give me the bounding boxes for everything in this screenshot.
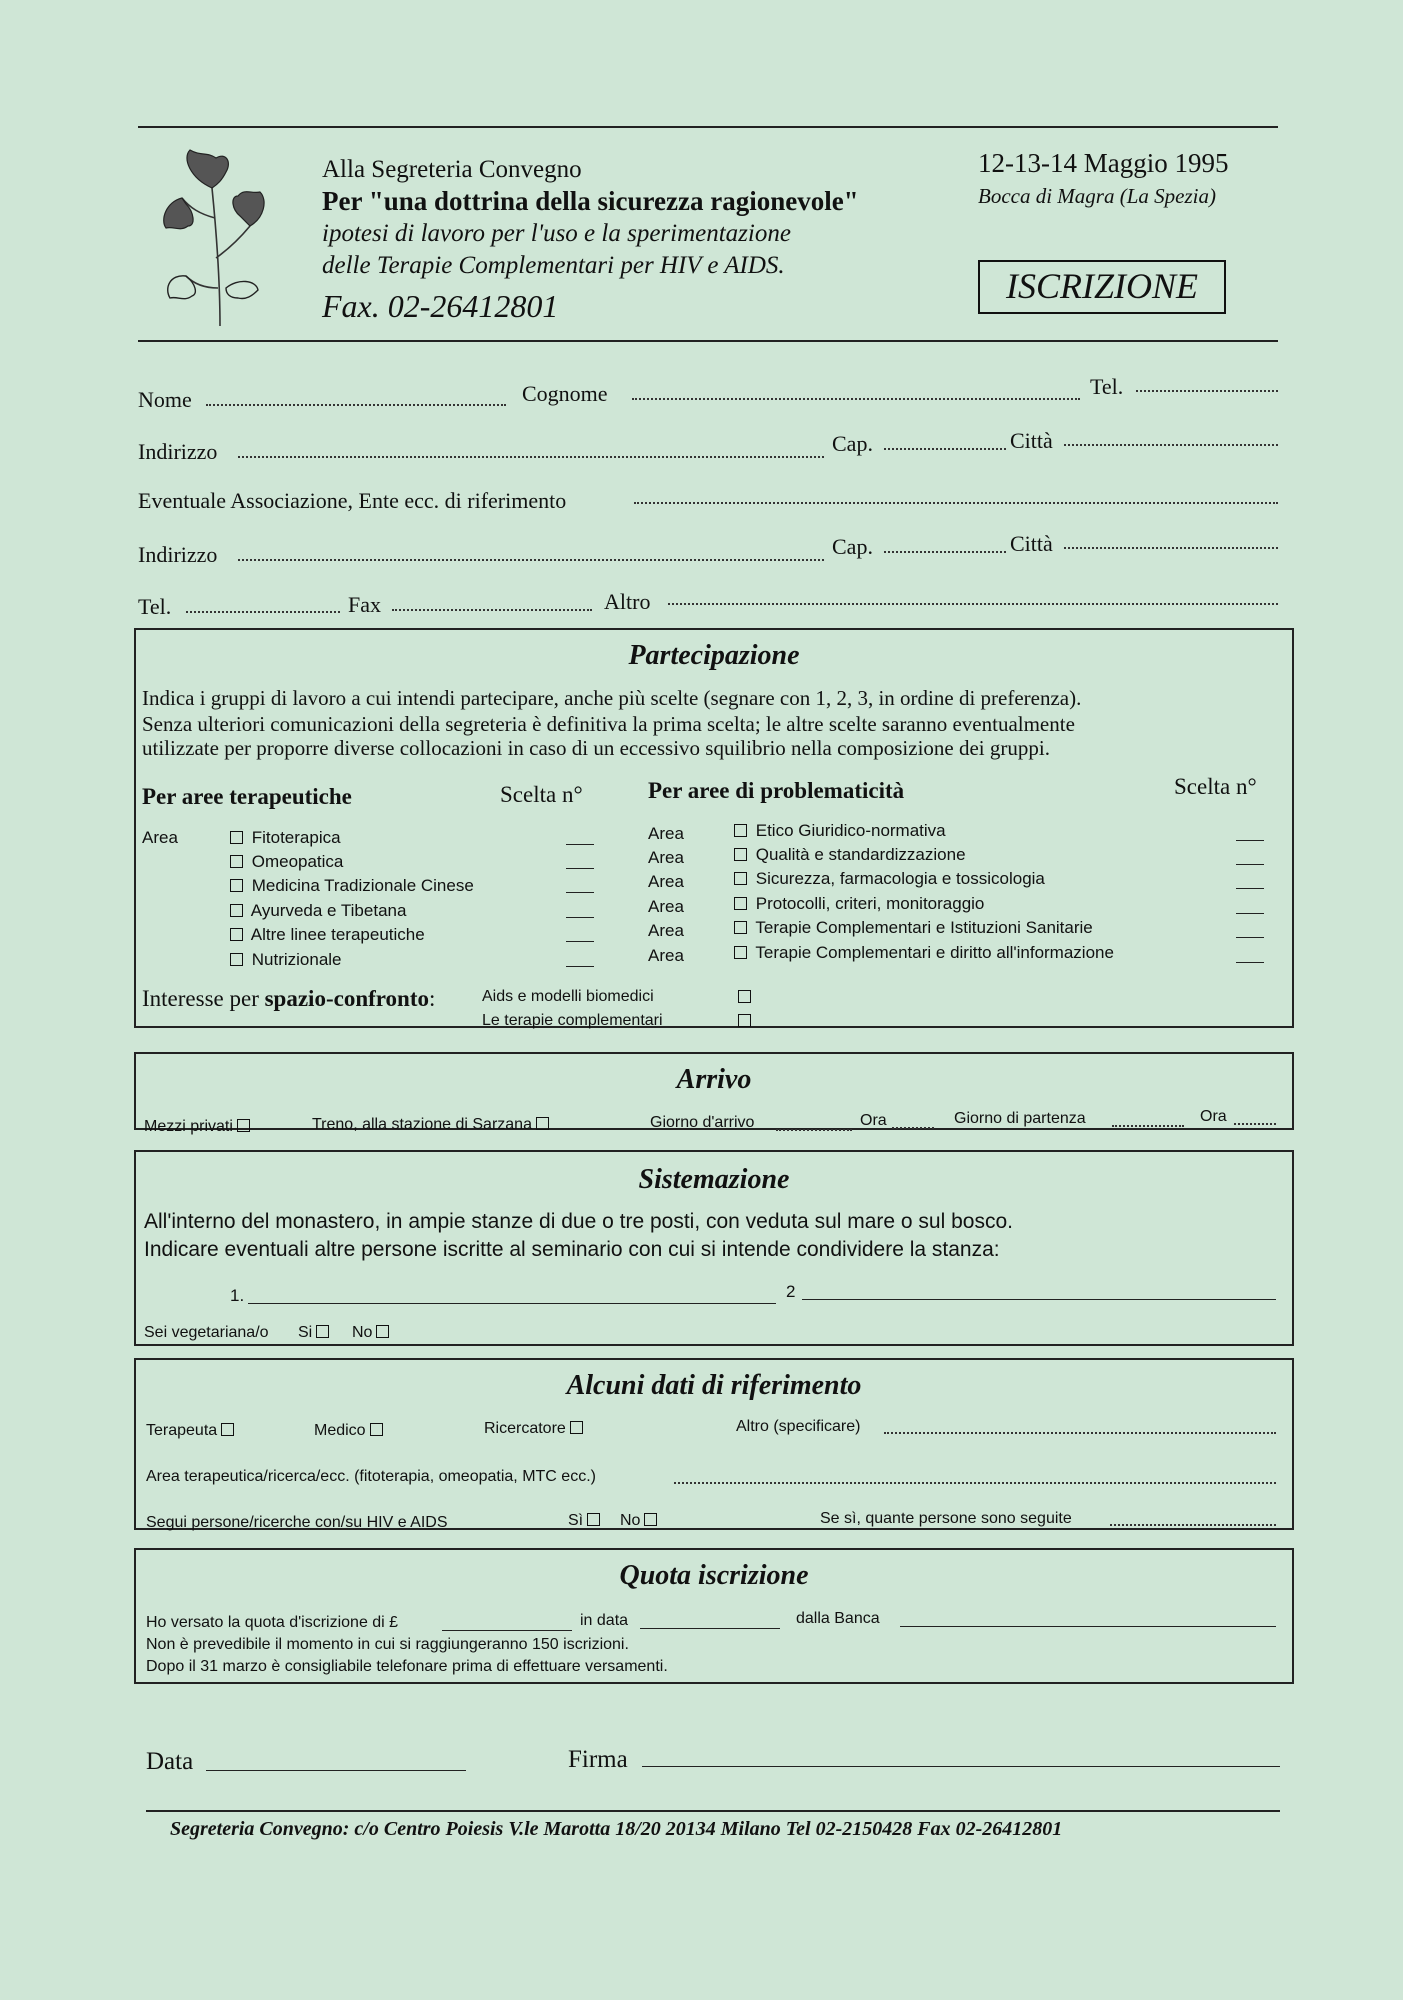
segui-si-option[interactable]: Sì <box>568 1512 604 1530</box>
treno-option[interactable]: Treno, alla stazione di Sarzana <box>312 1116 553 1134</box>
scelta-blank[interactable] <box>1236 962 1264 963</box>
firma-field[interactable] <box>642 1766 1280 1767</box>
tel2-field[interactable] <box>186 611 340 613</box>
right-item-3[interactable]: Sicurezza, farmacologia e tossicologia <box>730 869 1045 889</box>
vegetariano-question: Sei vegetariana/o <box>144 1324 269 1341</box>
header-subtitle-2: delle Terapie Complementari per HIV e AIDS. <box>322 252 785 279</box>
dati-title: Alcuni dati di riferimento <box>566 1370 862 1401</box>
checkbox[interactable] <box>230 879 243 892</box>
event-place: Bocca di Magra (La Spezia) <box>978 184 1216 208</box>
vegetariano-no-option[interactable]: No <box>352 1324 393 1342</box>
right-area-4: Area <box>648 897 684 916</box>
right-item-4[interactable]: Protocolli, criteri, monitoraggio <box>730 894 984 914</box>
header-subtitle-1: ipotesi di lavoro per l'uso e la sperimentazione <box>322 220 791 247</box>
quota-data-field[interactable] <box>640 1628 780 1629</box>
header-bottom-rule <box>138 340 1278 342</box>
ora-partenza-label: Ora <box>1200 1108 1227 1125</box>
ricercatore-option[interactable]: Ricercatore <box>484 1420 587 1438</box>
ora-partenza-field[interactable] <box>1234 1123 1276 1125</box>
vegetariano-si-option[interactable]: Si <box>298 1324 333 1342</box>
dati-riferimento-section <box>134 1358 1294 1530</box>
left-item-4[interactable]: Ayurveda e Tibetana <box>226 901 406 921</box>
fax-label: Fax <box>348 592 381 617</box>
checkbox[interactable] <box>570 1421 583 1434</box>
left-item-1[interactable]: Fitoterapica <box>226 828 341 848</box>
left-scelta-heading: Scelta n° <box>500 782 583 807</box>
cognome-field[interactable] <box>632 398 1080 400</box>
altro-specificare-label: Altro (specificare) <box>736 1418 861 1435</box>
segui-label: Segui persone/ricerche con/su HIV e AIDS <box>146 1514 448 1531</box>
arrivo-section <box>134 1052 1294 1135</box>
cap2-field[interactable] <box>884 551 1006 553</box>
scelta-blank[interactable] <box>566 941 594 942</box>
data-label: Data <box>146 1748 194 1775</box>
left-heading: Per aree terapeutiche <box>142 784 352 809</box>
checkbox[interactable] <box>230 953 243 966</box>
iscrizione-badge: ISCRIZIONE <box>978 260 1226 314</box>
medico-option[interactable]: Medico <box>314 1422 387 1440</box>
checkbox[interactable] <box>230 855 243 868</box>
tel2-label: Tel. <box>138 594 172 619</box>
area-terapeutica-field[interactable] <box>674 1482 1276 1484</box>
spazio-checkbox-1[interactable] <box>738 990 751 1003</box>
scelta-blank[interactable] <box>566 844 594 845</box>
cap-field[interactable] <box>884 448 1006 450</box>
checkbox[interactable] <box>734 897 747 910</box>
spazio-item-2: Le terapie complementari <box>482 1012 663 1029</box>
citta2-field[interactable] <box>1064 547 1278 549</box>
indirizzo-field[interactable] <box>238 456 824 458</box>
scelta-blank[interactable] <box>566 892 594 893</box>
citta-label: Città <box>1010 428 1053 453</box>
right-area-6: Area <box>648 946 684 965</box>
cognome-label: Cognome <box>522 381 608 406</box>
terapeuta-option[interactable]: Terapeuta <box>146 1422 238 1440</box>
ora-arrivo-label: Ora <box>860 1112 887 1129</box>
associazione-label: Eventuale Associazione, Ente ecc. di riferimento <box>138 488 567 513</box>
top-rule <box>138 126 1278 128</box>
altro-specificare-field[interactable] <box>884 1432 1276 1434</box>
spazio-checkbox-2[interactable] <box>738 1014 751 1027</box>
tel-field[interactable] <box>1136 390 1278 392</box>
cap-label: Cap. <box>832 431 873 456</box>
checkbox[interactable] <box>221 1423 234 1436</box>
arrivo-title: Arrivo <box>676 1064 752 1095</box>
checkbox[interactable] <box>230 904 243 917</box>
scelta-blank[interactable] <box>1236 888 1264 889</box>
right-scelta-heading: Scelta n° <box>1174 774 1257 799</box>
mezzi-privati-option[interactable]: Mezzi privati <box>144 1118 254 1136</box>
altro-field[interactable] <box>668 603 1278 605</box>
roommate-2-field[interactable] <box>802 1299 1276 1300</box>
quota-note-2: Dopo il 31 marzo è consigliabile telefonare prima di effettuare versamenti. <box>146 1658 668 1675</box>
checkbox[interactable] <box>734 848 747 861</box>
quota-data-label: in data <box>580 1612 629 1629</box>
header-line-1: Alla Segreteria Convegno <box>322 156 582 183</box>
footer-rule <box>146 1810 1280 1812</box>
left-item-2[interactable]: Omeopatica <box>226 852 343 872</box>
citta2-label: Città <box>1010 531 1053 556</box>
left-item-5[interactable]: Altre linee terapeutiche <box>226 925 425 945</box>
area-terapeutica-label: Area terapeutica/ricerca/ecc. (fitoterapia, omeopatia, MTC ecc.) <box>146 1468 596 1485</box>
scelta-blank[interactable] <box>1236 840 1264 841</box>
giorno-partenza-label: Giorno di partenza <box>954 1110 1086 1127</box>
fax-field[interactable] <box>392 609 592 611</box>
left-item-6[interactable]: Nutrizionale <box>226 950 342 970</box>
header-title: Per "una dottrina della sicurezza ragionevole" <box>322 186 859 216</box>
checkbox[interactable] <box>734 824 747 837</box>
checkbox[interactable] <box>370 1423 383 1436</box>
partecipazione-intro-2: Senza ulteriori comunicazioni della segreteria è definitiva la prima scelta; le altre scelte saranno eventualmente <box>142 712 1075 736</box>
checkbox[interactable] <box>587 1513 600 1526</box>
right-area-1: Area <box>648 824 684 843</box>
partecipazione-intro-1: Indica i gruppi di lavoro a cui intendi partecipare, anche più scelte (segnare con 1, 2, 3, in ordine di preferenza). <box>142 686 1082 710</box>
quota-title: Quota iscrizione <box>619 1560 809 1591</box>
indirizzo-label: Indirizzo <box>138 439 218 464</box>
nome-field[interactable] <box>206 404 506 406</box>
tel-label: Tel. <box>1090 374 1124 399</box>
header-fax: Fax. 02-26412801 <box>322 288 559 324</box>
nome-label: Nome <box>138 387 192 412</box>
giorno-arrivo-field[interactable] <box>776 1129 852 1131</box>
roommate-1-label: 1. <box>230 1286 245 1305</box>
left-area-label: Area <box>142 828 178 847</box>
partecipazione-intro-3: utilizzate per proporre diverse collocazioni in caso di un eccessivo squilibrio nella composizione dei gruppi. <box>142 736 1050 760</box>
checkbox[interactable] <box>230 928 243 941</box>
checkbox[interactable] <box>536 1117 549 1130</box>
data-field[interactable] <box>206 1770 466 1771</box>
checkbox[interactable] <box>316 1325 329 1338</box>
giorno-arrivo-label: Giorno d'arrivo <box>650 1114 755 1131</box>
left-item-3[interactable]: Medicina Tradizionale Cinese <box>226 876 474 896</box>
segui-no-option[interactable]: No <box>620 1512 661 1530</box>
indirizzo2-label: Indirizzo <box>138 542 218 567</box>
right-heading: Per aree di problematicità <box>648 778 905 803</box>
right-item-6[interactable]: Terapie Complementari e diritto all'informazione <box>730 943 1114 963</box>
roommate-1-field[interactable] <box>248 1303 776 1304</box>
indirizzo2-field[interactable] <box>238 559 824 561</box>
quota-note-1: Non è prevedibile il momento in cui si raggiungeranno 150 iscrizioni. <box>146 1636 629 1653</box>
checkbox[interactable] <box>376 1325 389 1338</box>
scelta-blank[interactable] <box>1236 937 1264 938</box>
quota-section <box>134 1548 1294 1684</box>
right-area-5: Area <box>648 921 684 940</box>
footer-address: Segreteria Convegno: c/o Centro Poiesis V.le Marotta 18/20 20134 Milano Tel 02-2150428 Fax 02-26412801 <box>170 1818 1063 1840</box>
checkbox[interactable] <box>734 946 747 959</box>
scelta-blank[interactable] <box>566 966 594 967</box>
scelta-blank[interactable] <box>1236 913 1264 914</box>
quante-persone-field[interactable] <box>1110 1524 1276 1526</box>
checkbox[interactable] <box>734 872 747 885</box>
associazione-field[interactable] <box>634 502 1278 504</box>
right-area-3: Area <box>648 872 684 891</box>
roommate-2-label: 2 <box>786 1282 796 1301</box>
right-item-5[interactable]: Terapie Complementari e Istituzioni Sanitarie <box>730 918 1093 938</box>
quota-versato-label: Ho versato la quota d'iscrizione di £ <box>146 1614 399 1631</box>
cap2-label: Cap. <box>832 534 873 559</box>
scelta-blank[interactable] <box>1236 864 1264 865</box>
sistemazione-title: Sistemazione <box>638 1164 790 1195</box>
checkbox[interactable] <box>230 831 243 844</box>
quota-banca-label: dalla Banca <box>796 1610 880 1627</box>
spazio-item-1: Aids e modelli biomedici <box>482 988 654 1005</box>
partecipazione-section <box>134 628 1294 1028</box>
ora-arrivo-field[interactable] <box>892 1127 934 1129</box>
right-item-2[interactable]: Qualità e standardizzazione <box>730 845 966 865</box>
scelta-blank[interactable] <box>566 917 594 918</box>
firma-label: Firma <box>568 1746 628 1773</box>
partecipazione-title: Partecipazione <box>628 640 800 671</box>
event-dates: 12-13-14 Maggio 1995 <box>978 148 1229 178</box>
quota-importo-field[interactable] <box>442 1630 572 1631</box>
giorno-partenza-field[interactable] <box>1112 1125 1184 1127</box>
quota-banca-field[interactable] <box>900 1626 1276 1627</box>
quante-persone-label: Se sì, quante persone sono seguite <box>820 1510 1072 1527</box>
ginkgo-leaf-logo <box>160 148 270 328</box>
checkbox[interactable] <box>237 1119 250 1132</box>
right-item-1[interactable]: Etico Giuridico-normativa <box>730 821 946 841</box>
sistemazione-text-1: All'interno del monastero, in ampie stanze di due o tre posti, con veduta sul mare o sul bosco. <box>144 1210 1013 1233</box>
citta-field[interactable] <box>1064 444 1278 446</box>
sistemazione-section <box>134 1150 1294 1346</box>
checkbox[interactable] <box>644 1513 657 1526</box>
checkbox[interactable] <box>734 921 747 934</box>
sistemazione-text-2: Indicare eventuali altre persone iscritte al seminario con cui si intende condividere la stanza: <box>144 1238 1000 1261</box>
right-area-2: Area <box>648 848 684 867</box>
scelta-blank[interactable] <box>566 868 594 869</box>
altro-label: Altro <box>604 589 651 614</box>
interesse-label: Interesse per spazio-confronto: <box>142 986 436 1011</box>
